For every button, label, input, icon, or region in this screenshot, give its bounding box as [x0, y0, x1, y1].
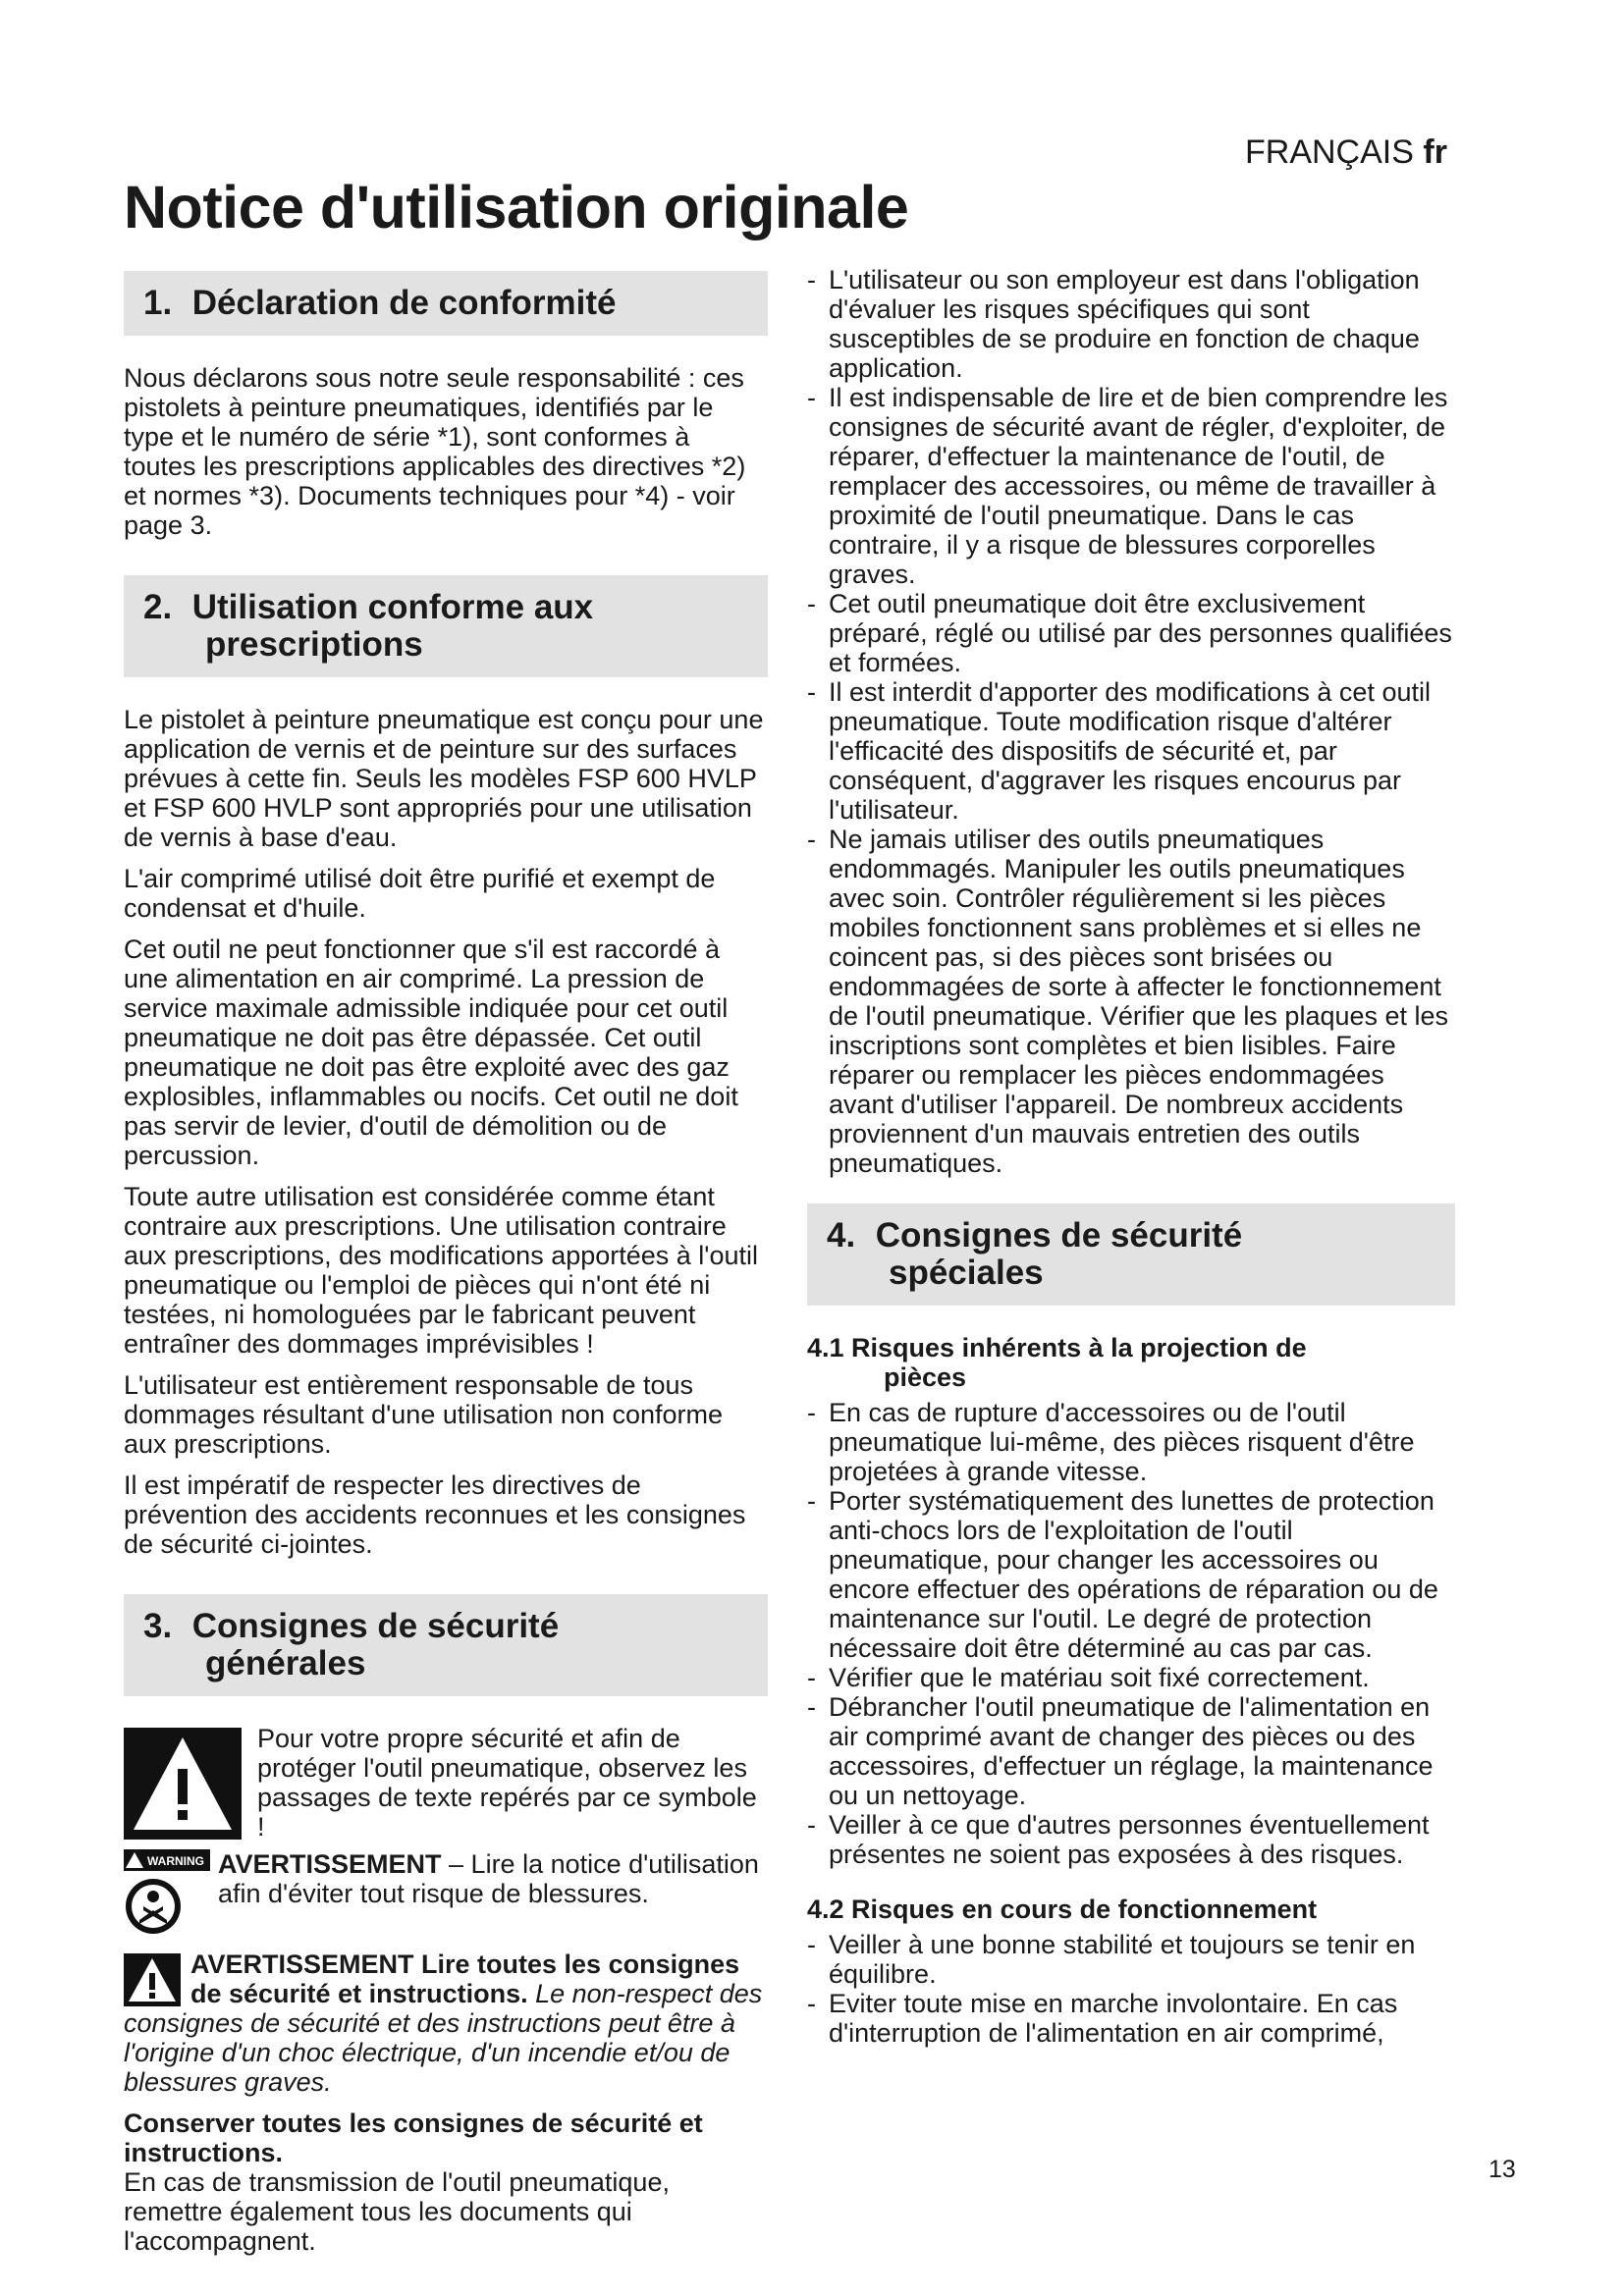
page-number: 13 [1489, 2156, 1516, 2183]
section-number: 1. [143, 284, 173, 322]
section-2-heading [124, 575, 768, 677]
list-item: - Veiller à une bonne stabilité et toujours se tenir en équilibre. [807, 1930, 1455, 1989]
read-manual-icon [124, 1877, 183, 1936]
section-2-paragraph-2: L'air comprimé utilisé doit être purifié et exempt de condensat et d'huile. [124, 864, 716, 923]
list-item: - Cet outil pneumatique doit être exclusivement préparé, réglé ou utilisé par des personnes qualifiées et formées. [807, 589, 1455, 677]
safety-symbol-note [124, 1724, 768, 1842]
list-item: - Il est indispensable de lire et de bien comprendre les consignes de sécurité avant de régler, d'exploiter, de réparer, d'effectuer la maintenance de l'outil, de remplacer des accessoires, ou même de travailler à proximité de l'outil pneumatique. Dans le cas contraire, il y a risque de blessures corporelles graves. [807, 383, 1455, 589]
section-2-paragraph-6: Il est impératif de respecter les directives de prévention des accidents reconnues et les consignes de sécurité ci-jointes. [124, 1470, 746, 1559]
list-item: - Débrancher l'outil pneumatique de l'alimentation en air comprimé avant de changer des pièces ou des accessoires, d'effectuer un réglage, la maintenance ou un nettoyage. [807, 1692, 1455, 1810]
warning-read-all-bold: AVERTISSEMENT Lire toutes les consignes de sécurité et instructions. [190, 1949, 740, 2008]
section-title-line-1: Consignes de sécurité [875, 1216, 1243, 1255]
warning-read-manual [124, 1849, 768, 1936]
section-2-paragraph-3: Cet outil ne peut fonctionner que s'il est raccordé à une alimentation en air comprimé. La pression de service maximale admissible indiquée pour cet outil pneumatique ne doit pas être dépassée. Cet outil pneumatique ne doit pas être exploité avec des gaz explosibles, inflammables ou nocifs. Cet outil ne doit pas servir de levier, d'outil de démolition ou de percussion. [124, 934, 738, 1170]
section-title-line-2: spéciales [889, 1254, 1044, 1292]
warning-label: AVERTISSEMENT [218, 1849, 442, 1879]
transmission-paragraph: En cas de transmission de l'outil pneumatique, remettre également tous les documents qui l'accompagnent. [124, 2167, 670, 2256]
section-title-line-2: générales [205, 1644, 366, 1682]
warning-triangle-icon [124, 1728, 242, 1840]
subsection-title-line-2: pièces [884, 1362, 967, 1392]
section-3-heading [124, 1594, 768, 1696]
language-code: fr [1423, 133, 1447, 171]
section-2-paragraph-1: Le pistolet à peinture pneumatique est conçu pour une application de vernis et de peinture sur des surfaces prévues à cette fin. Seuls les modèles FSP 600 HVLP et FSP 600 HVLP sont appropriés pour une utilisation de vernis à base d'eau. [124, 705, 764, 852]
subsection-4-1-bullet-list [807, 1398, 1455, 1869]
safety-symbol-text: Pour votre propre sécurité et afin de protéger l'outil pneumatique, observez les passages de texte repérés par ce symbole ! [257, 1724, 757, 1842]
section-2-paragraph-4: Toute autre utilisation est considérée comme étant contraire aux prescriptions. Une utilisation contraire aux prescriptions, des modifications apportées à l'outil pneumatique ou l'emploi de pièces qui n'ont été ni testées, ni homologuées par le fabricant peuvent entraîner des dommages imprévisibles ! [124, 1182, 758, 1359]
subsection-4-2-bullet-list [807, 1930, 1455, 2048]
warning-badge-text: WARNING [147, 1854, 204, 1868]
page-language [1245, 133, 1500, 172]
language-label: FRANÇAIS [1245, 133, 1414, 171]
conserve-instructions: Conserver toutes les consignes de sécurité et instructions. [124, 2109, 703, 2167]
section-1-paragraph: Nous déclarons sous notre seule responsabilité : ces pistolets à peinture pneumatiques, identifiés par le type et le numéro de série *1), sont conformes à toutes les prescriptions applicables des directives *2) et normes *3). Documents techniques pour *4) - voir page 3. [124, 363, 746, 540]
section-number: 3. [143, 1607, 173, 1645]
left-column [124, 271, 768, 2268]
section-1-heading [124, 271, 768, 336]
list-item: - Il est interdit d'apporter des modifications à cet outil pneumatique. Toute modification risque d'altérer l'efficacité des dispositifs de sécurité et, par conséquent, d'aggraver les risques encourus par l'utilisateur. [807, 677, 1455, 825]
section-number: 2. [143, 588, 173, 626]
subsection-4-1-heading [807, 1333, 1455, 1392]
warning-read-all-italic: Le non-respect des consignes de sécurité et des instructions peut être à l'origine d'un choc électrique, d'un incendie et/ou de blessures graves. [124, 1979, 763, 2097]
list-item: - Porter systématiquement des lunettes de protection anti-chocs lors de l'exploitation de l'outil pneumatique, pour changer les accessoires ou encore effectuer des opérations de réparation ou de maintenance sur l'outil. Le degré de protection nécessaire doit être déterminé au cas par cas. [807, 1486, 1455, 1663]
warning-triangle-small-icon [124, 1953, 181, 2006]
right-column [807, 265, 1455, 2048]
section-title-line-1: Utilisation conforme aux [191, 588, 594, 626]
section-4-heading [807, 1203, 1455, 1306]
list-item: - Veiller à ce que d'autres personnes éventuellement présentes ne soient pas exposées à des risques. [807, 1810, 1455, 1869]
warning-description: – Lire la notice d'utilisation afin d'éviter tout risque de blessures. [218, 1849, 759, 1908]
warning-badge-icon [124, 1849, 210, 1871]
list-item: - Ne jamais utiliser des outils pneumatiques endommagés. Manipuler les outils pneumatiques avec soin. Contrôler régulièrement si les pièces mobiles fonctionnent sans problèmes et si elles ne coincent pas, si des pièces sont brisées ou endommagées de sorte à affecter le fonctionnement de l'outil pneumatique. Vérifier que les plaques et les inscriptions sont complètes et bien lisibles. Faire réparer ou remplacer les pièces endommagées avant d'utiliser l'appareil. De nombreux accidents proviennent d'un mauvais entretien des outils pneumatiques. [807, 825, 1455, 1178]
section-title-line-2: prescriptions [205, 625, 423, 664]
subsection-4-2-heading: 4.2 Risques en cours de fonctionnement [807, 1895, 1318, 1924]
warning-read-manual-text [218, 1849, 768, 1908]
section-title-line-1: Consignes de sécurité [191, 1607, 560, 1645]
section-title: Déclaration de conformité [191, 284, 617, 322]
warning-icons [124, 1849, 212, 1936]
list-item: - En cas de rupture d'accessoires ou de l'outil pneumatique lui-même, des pièces risquent d'être projetées à grande vitesse. [807, 1398, 1455, 1486]
warning-read-all [124, 1949, 768, 2097]
document-title: Notice d'utilisation originale [124, 174, 909, 240]
list-item: - L'utilisateur ou son employeur est dans l'obligation d'évaluer les risques spécifiques qui sont susceptibles de se produire en fonction de chaque application. [807, 265, 1455, 383]
subsection-title-line-1: 4.1 Risques inhérents à la projection de [807, 1333, 1307, 1362]
list-item: - Vérifier que le matériau soit fixé correctement. [807, 1663, 1455, 1692]
section-number: 4. [827, 1216, 856, 1255]
section-3-bullet-list [807, 265, 1455, 1178]
section-2-paragraph-5: L'utilisateur est entièrement responsable de tous dommages résultant d'une utilisation non conforme aux prescriptions. [124, 1370, 724, 1459]
list-item: - Eviter toute mise en marche involontaire. En cas d'interruption de l'alimentation en air comprimé, [807, 1989, 1455, 2048]
